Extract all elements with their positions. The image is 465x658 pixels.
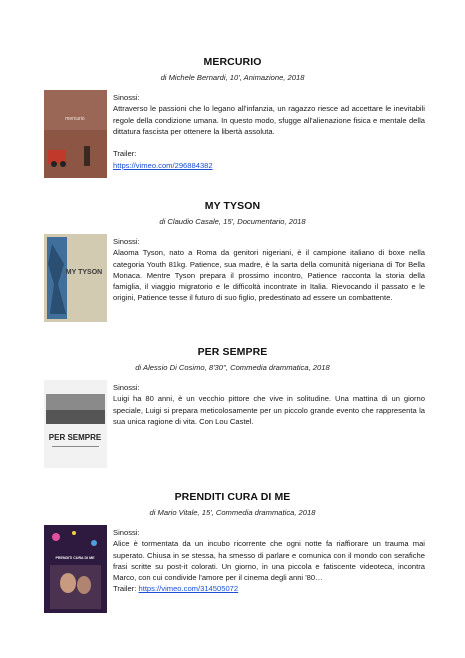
film-title-per-sempre: PER SEMPRE — [197, 346, 268, 358]
film-title-mercurio: MERCURIO — [203, 56, 262, 68]
film-text-per-sempre — [113, 382, 425, 427]
poster-per-sempre — [44, 380, 107, 468]
poster-mercurio — [44, 90, 107, 178]
trailer-label: Trailer: — [113, 149, 137, 159]
synopsis-mercurio: Attraverso le passioni che lo legano all'infanzia, un ragazzo riesce ad accettare le inevitabili regole della condizione umana. In questo modo, sfugge all'alienazione fisica e mentale della dittatura fascista per ottenere la libertà assoluta. — [113, 104, 425, 136]
poster-my-tyson-title: MY TYSON — [65, 269, 103, 276]
poster-my-tyson — [44, 234, 107, 322]
synopsis-prenditi-cura-di-me: Alice è tormentata da un incubo ricorrente che ogni notte fa riaffiorare un trauma mai superato. Chiusa in se stessa, ha smesso di parlare e comunica con il mondo con serafiche frasi scritte su post-it colorati. Un giorno, in una piccola e fatiscente videoteca, incontra Marco, con cui condivide l'amore per il cinema degli anni '80… — [113, 539, 425, 583]
synopsis-label: Sinossi: — [113, 383, 140, 392]
poster-prenditi-title: PRENDITI CURA DI ME — [55, 556, 95, 560]
trailer-label: Trailer: — [113, 584, 137, 594]
synopsis-label: Sinossi: — [113, 93, 140, 102]
poster-mercurio-title: mercurio — [65, 116, 85, 122]
film-credits-my-tyson: di Claudio Casale, 15', Documentario, 2018 — [159, 217, 306, 226]
synopsis-per-sempre: Luigi ha 80 anni, è un vecchio pittore che vive in solitudine. Una mattina di un giorno speciale, Luigi si prepara meticolosamente per un piccolo grande evento che rappresenta la sua unica ragione di vita. Con Lou Castel. — [113, 394, 425, 426]
film-text-my-tyson — [113, 236, 425, 304]
synopsis-label: Sinossi: — [113, 528, 140, 537]
poster-per-sempre-title: PER SEMPRE — [48, 433, 102, 442]
film-text-mercurio — [113, 92, 425, 171]
film-text-prenditi-cura-di-me — [113, 527, 425, 595]
film-title-my-tyson: MY TYSON — [204, 200, 261, 212]
synopsis-label: Sinossi: — [113, 237, 140, 246]
film-credits-prenditi-cura-di-me: di Mario Vitale, 15', Commedia drammatica, 2018 — [149, 508, 316, 517]
film-credits-per-sempre: di Alessio Di Cosimo, 8'30'', Commedia drammatica, 2018 — [135, 363, 330, 372]
film-credits-mercurio: di Michele Bernardi, 10', Animazione, 2018 — [160, 73, 305, 82]
trailer-link-prenditi-cura-di-me[interactable]: https://vimeo.com/314505072 — [138, 584, 239, 594]
film-title-prenditi-cura-di-me: PRENDITI CURA DI ME — [174, 491, 291, 503]
synopsis-my-tyson: Alaoma Tyson, nato a Roma da genitori nigeriani, è il campione italiano di boxe nella categoria Youth 81kg. Patience, sua madre, è la sarta della comunità nigeriana di Tor Bella Monaca. Mentre Tyson prepara il prossimo incontro, Patience racconta la storia della famiglia, il viaggio migratorio e le difficoltà incontrate in Italia. Rievocando il passato e le origini, Patience tesse il futuro di suo figlio, predestinato ad essere un combattente. — [113, 248, 425, 303]
trailer-link-mercurio[interactable]: https://vimeo.com/296884382 — [113, 160, 213, 170]
poster-prenditi-cura-di-me — [44, 525, 107, 613]
